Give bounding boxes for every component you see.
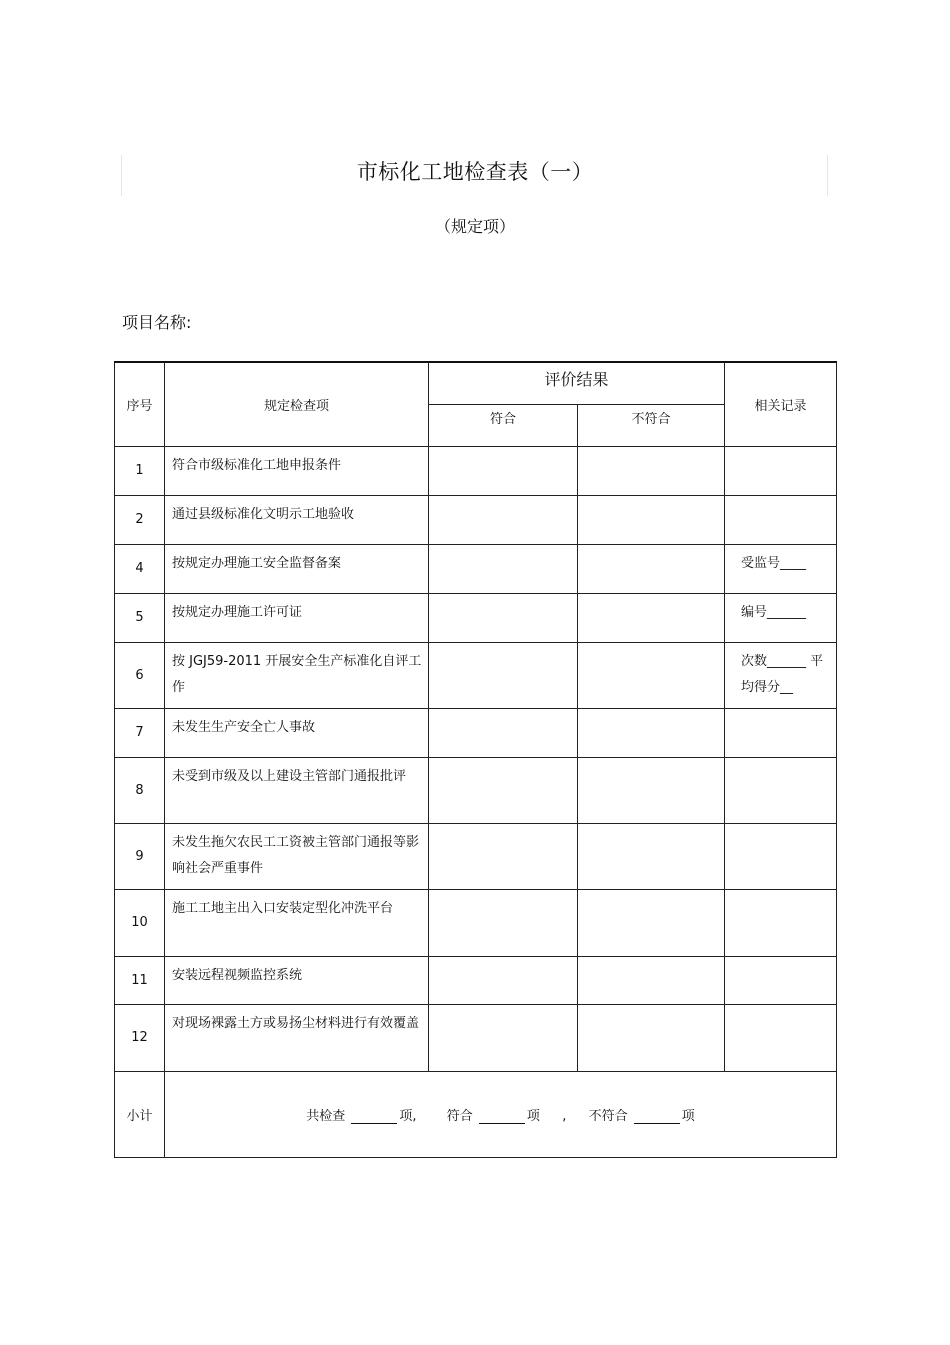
row-item: 按 JGJ59-2011 开展安全生产标准化自评工作 [165, 642, 429, 708]
nonconform-suffix: 项 [681, 1108, 695, 1124]
summary-cell [165, 1071, 837, 1157]
row-no: 7 [115, 708, 165, 757]
row-no: 12 [115, 1004, 165, 1071]
row-no: 10 [115, 889, 165, 956]
row-item: 安装远程视频监控系统 [165, 956, 429, 1004]
page-subtitle: （规定项） [434, 217, 515, 236]
table-row [115, 593, 837, 642]
record-cell[interactable] [725, 956, 837, 1004]
table-row [115, 446, 837, 495]
row-no: 5 [115, 593, 165, 642]
summary-separator: , [562, 1108, 567, 1124]
table-row [115, 708, 837, 757]
row-item: 符合市级标准化工地申报条件 [165, 446, 429, 495]
nonconform-cell[interactable] [578, 708, 725, 757]
nonconform-cell[interactable] [578, 889, 725, 956]
conform-cell[interactable] [429, 446, 578, 495]
conform-prefix: 符合 [446, 1108, 473, 1124]
nonconform-prefix: 不符合 [588, 1108, 628, 1124]
row-no: 8 [115, 757, 165, 823]
row-item: 按规定办理施工安全监督备案 [165, 544, 429, 593]
row-item: 对现场裸露土方或易扬尘材料进行有效覆盖 [165, 1004, 429, 1071]
inspection-table [114, 361, 837, 1158]
conform-cell[interactable] [429, 708, 578, 757]
table-row [115, 495, 837, 544]
conform-cell[interactable] [429, 1004, 578, 1071]
row-no: 6 [115, 642, 165, 708]
record-cell[interactable]: 编号______ [725, 593, 837, 642]
record-cell[interactable] [725, 823, 837, 889]
table-row [115, 956, 837, 1004]
row-item: 未受到市级及以上建设主管部门通报批评 [165, 757, 429, 823]
header-no: 序号 [115, 362, 165, 446]
table-row [115, 823, 837, 889]
header-records: 相关记录 [725, 362, 837, 446]
total-suffix: 项, [399, 1108, 417, 1124]
conform-cell[interactable] [429, 593, 578, 642]
row-item: 按规定办理施工许可证 [165, 593, 429, 642]
nonconform-cell[interactable] [578, 495, 725, 544]
conform-cell[interactable] [429, 889, 578, 956]
header-evaluation: 评价结果 [429, 362, 725, 404]
record-cell[interactable] [725, 446, 837, 495]
conform-suffix: 项 [526, 1108, 540, 1124]
table-row [115, 889, 837, 956]
row-item: 未发生生产安全亡人事故 [165, 708, 429, 757]
record-cell[interactable] [725, 708, 837, 757]
header-nonconform: 不符合 [578, 404, 725, 446]
conform-count-blank[interactable] [479, 1109, 525, 1124]
row-no: 11 [115, 956, 165, 1004]
row-item: 未发生拖欠农民工工资被主管部门通报等影响社会严重事件 [165, 823, 429, 889]
conform-cell[interactable] [429, 823, 578, 889]
header-row [115, 362, 837, 404]
record-cell[interactable]: 次数______ 平均得分__ [725, 642, 837, 708]
nonconform-cell[interactable] [578, 593, 725, 642]
nonconform-count-blank[interactable] [634, 1109, 680, 1124]
conform-cell[interactable] [429, 956, 578, 1004]
project-name-label: 项目名称: [122, 313, 192, 332]
conform-cell[interactable] [429, 642, 578, 708]
nonconform-cell[interactable] [578, 823, 725, 889]
nonconform-cell[interactable] [578, 1004, 725, 1071]
summary-label: 小计 [115, 1071, 165, 1157]
table-row [115, 642, 837, 708]
record-cell[interactable]: 受监号____ [725, 544, 837, 593]
record-cell[interactable] [725, 757, 837, 823]
row-no: 9 [115, 823, 165, 889]
row-item: 通过县级标准化文明示工地验收 [165, 495, 429, 544]
nonconform-cell[interactable] [578, 446, 725, 495]
conform-cell[interactable] [429, 495, 578, 544]
nonconform-cell[interactable] [578, 956, 725, 1004]
row-no: 4 [115, 544, 165, 593]
total-prefix: 共检查 [306, 1108, 346, 1124]
table-row [115, 757, 837, 823]
row-item: 施工工地主出入口安装定型化冲洗平台 [165, 889, 429, 956]
record-cell[interactable] [725, 889, 837, 956]
conform-cell[interactable] [429, 544, 578, 593]
header-item: 规定检查项 [165, 362, 429, 446]
conform-cell[interactable] [429, 757, 578, 823]
table-row [115, 1004, 837, 1071]
record-cell[interactable] [725, 1004, 837, 1071]
page-title: 市标化工地检查表（一） [356, 160, 594, 184]
table-row [115, 544, 837, 593]
header-conform: 符合 [429, 404, 578, 446]
record-cell[interactable] [725, 495, 837, 544]
total-count-blank[interactable] [351, 1109, 397, 1124]
row-no: 2 [115, 495, 165, 544]
nonconform-cell[interactable] [578, 757, 725, 823]
row-no: 1 [115, 446, 165, 495]
summary-row [115, 1071, 837, 1157]
nonconform-cell[interactable] [578, 544, 725, 593]
nonconform-cell[interactable] [578, 642, 725, 708]
